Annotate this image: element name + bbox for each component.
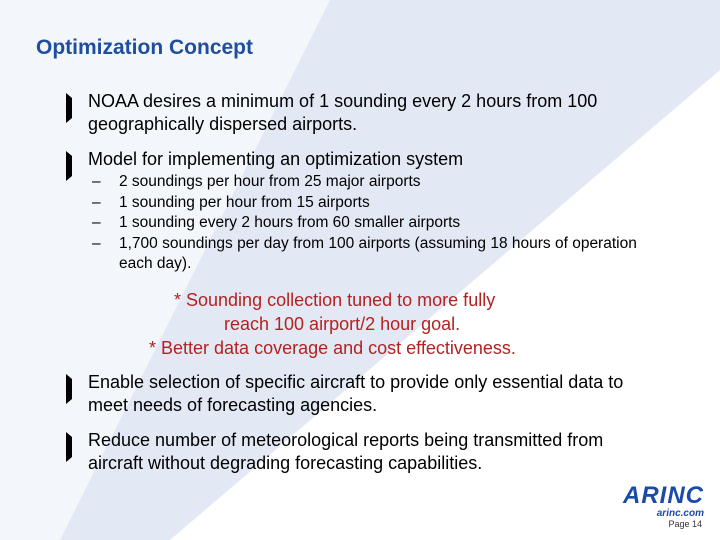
logo-wordmark: ARINC [623, 482, 704, 509]
triangle-bullet-icon [66, 371, 88, 401]
note-line-3: * Better data coverage and cost effectiveness. [149, 338, 516, 358]
sub-bullet [92, 172, 649, 193]
page-number: Page 14 [668, 519, 702, 529]
slide-title: Optimization Concept [36, 36, 253, 59]
note-line-2: reach 100 airport/2 hour goal. [224, 314, 461, 334]
sub-bullet-text: 1 sounding per hour from 15 airports [119, 193, 370, 211]
dash-marker: – [92, 173, 101, 190]
triangle-bullet-icon [66, 148, 88, 178]
dash-marker: – [92, 234, 101, 252]
sub-bullet [92, 193, 649, 214]
bullet-text: Reduce number of meteorological reports being transmitted from aircraft without degrading forecasting capabilities. [88, 430, 604, 473]
bullet-noaa [66, 90, 648, 136]
logo-url: arinc.com [656, 508, 704, 519]
triangle-bullet-icon [66, 429, 88, 459]
dash-marker: – [92, 193, 101, 211]
bullet-text: Model for implementing an optimization system [88, 149, 464, 169]
note-line-1: * Sounding collection tuned to more fully [174, 290, 496, 310]
sub-bullet-text: 2 soundings per hour from 25 major airports [119, 173, 421, 190]
sub-bullet-text: 1,700 soundings per day from 100 airports (assuming 18 hours of operation each day). [119, 234, 637, 272]
bullet-text: Enable selection of specific aircraft to provide only essential data to meet needs of forecasting agencies. [88, 372, 624, 415]
bullet-reduce-reports [66, 429, 648, 475]
sub-bullet [92, 213, 649, 234]
bullet-enable-selection [66, 371, 648, 417]
arinc-logo [612, 484, 704, 520]
sub-bullet [92, 234, 649, 275]
bullet-text: NOAA desires a minimum of 1 sounding every 2 hours from 100 geographically dispersed airports. [88, 91, 598, 134]
sub-bullet-text: 1 sounding every 2 hours from 60 smaller airports [119, 214, 461, 231]
dash-marker: – [92, 214, 101, 231]
triangle-bullet-icon [66, 90, 88, 120]
sub-bullet-list [92, 172, 649, 275]
